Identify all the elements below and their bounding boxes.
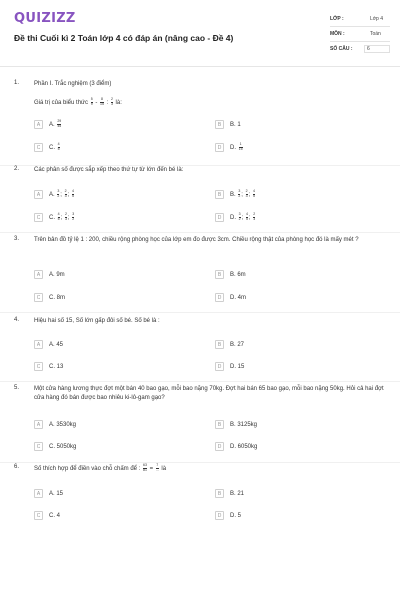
header <box>0 0 400 66</box>
option-label: B. 6m <box>230 271 246 278</box>
question-number: 4. <box>14 317 20 323</box>
fraction: $\frac{63}{81}$ <box>143 463 147 472</box>
option-letter-box: A <box>34 489 43 498</box>
info-value: Lớp 4 <box>370 16 384 22</box>
fraction: $\frac{4}{5}$ <box>71 189 74 198</box>
option-label: D. 15 <box>230 363 245 370</box>
answer-option-c[interactable] <box>34 511 60 520</box>
answer-option-d[interactable] <box>215 511 241 520</box>
option-label: A. 45 <box>49 341 64 348</box>
answer-option-a[interactable] <box>34 489 63 498</box>
question-text: Trên bản đồ tỷ lệ 1 : 200, chiều rộng phòng học của lớp em đo được 3cm. Chiều rộng thật của phòng học đó là mấy mét ? <box>34 237 359 243</box>
question-divider <box>0 312 400 313</box>
fraction: $\frac{2}{3}$ <box>64 189 67 198</box>
answer-option-b[interactable] <box>215 190 256 199</box>
option-letter-box: C <box>34 213 43 222</box>
option-letter-box: D <box>215 213 224 222</box>
option-label: D. 4m <box>230 294 247 301</box>
option-letter-box: B <box>215 190 224 199</box>
fraction: $\frac{3}{2}$ <box>238 212 241 221</box>
option-label: C. $\frac{4}{5}$ <box>49 142 60 152</box>
option-label: B. 1 <box>230 121 241 128</box>
fraction: $\frac{4}{5}$ <box>245 212 248 221</box>
option-letter-box: B <box>215 270 224 279</box>
fraction: $\frac{3}{2}$ <box>238 189 241 198</box>
fraction: $\frac{3}{2}$ <box>72 212 75 221</box>
answer-option-c[interactable] <box>34 362 63 371</box>
option-label: B. 3125kg <box>230 421 258 428</box>
option-label: A. 9m <box>49 271 65 278</box>
info-value: Toán <box>370 31 381 37</box>
option-letter-box: B <box>215 489 224 498</box>
option-label: B. $\frac{3}{2}$ ; $\frac{2}{3}$ ; $\frac{4}{5}$ <box>230 189 255 199</box>
option-letter-box: A <box>34 420 43 429</box>
info-value: 6 <box>364 45 390 53</box>
question-divider <box>0 232 400 233</box>
option-letter-box: B <box>215 340 224 349</box>
answer-option-d[interactable] <box>215 143 244 152</box>
fraction: $\frac{5}{9}$ <box>90 97 93 106</box>
info-row-subject <box>330 27 390 42</box>
answer-option-b[interactable] <box>215 120 241 129</box>
question-number: 3. <box>14 236 20 242</box>
answer-option-c[interactable] <box>34 213 75 222</box>
fraction: $\frac{8}{15}$ <box>100 97 104 106</box>
answer-option-b[interactable] <box>215 340 244 349</box>
option-letter-box: A <box>34 190 43 199</box>
option-label: A. $\frac{29}{45}$ <box>49 119 62 129</box>
answer-option-a[interactable] <box>34 120 62 129</box>
question-text: Số thích hợp để điền vào chỗ chấm để : $\frac{63}{81}$ = $\frac{7}{...}$ là <box>34 463 167 472</box>
page-title: Đề thi Cuối kì 2 Toán lớp 4 có đáp án (nâng cao - Đề 4) <box>14 33 234 43</box>
answer-option-c[interactable] <box>34 442 76 451</box>
answer-option-b[interactable] <box>215 270 246 279</box>
option-label: D. 6050kg <box>230 443 258 450</box>
option-letter-box: B <box>215 420 224 429</box>
info-key: MÔN : <box>330 31 345 37</box>
option-label: C. 5050kg <box>49 443 77 450</box>
info-row-class <box>330 12 390 27</box>
info-panel <box>330 12 390 56</box>
option-letter-box: D <box>215 293 224 302</box>
header-divider <box>0 66 400 67</box>
answer-option-c[interactable] <box>34 293 65 302</box>
question-number: 2. <box>14 166 20 172</box>
option-label: C. 4 <box>49 512 61 519</box>
answer-option-b[interactable] <box>215 489 244 498</box>
question-divider <box>0 462 400 463</box>
fraction: $\frac{2}{3}$ <box>110 97 113 106</box>
question-subtext: Giá trị của biểu thức $\frac{5}{9}$ - $\frac{8}{15}$ : $\frac{2}{3}$ là: <box>34 97 122 106</box>
answer-option-a[interactable] <box>34 340 63 349</box>
option-letter-box: C <box>34 293 43 302</box>
answer-option-d[interactable] <box>215 362 244 371</box>
option-letter-box: D <box>215 362 224 371</box>
option-letter-box: A <box>34 120 43 129</box>
question-divider <box>0 381 400 382</box>
option-label: D. $\frac{1}{15}$ <box>230 142 243 152</box>
option-label: A. 3530kg <box>49 421 77 428</box>
option-label: D. 5 <box>230 512 242 519</box>
option-letter-box: D <box>215 143 224 152</box>
option-label: A. 15 <box>49 490 64 497</box>
option-letter-box: C <box>34 362 43 371</box>
option-letter-box: B <box>215 120 224 129</box>
info-key: LỚP : <box>330 16 344 22</box>
option-letter-box: D <box>215 442 224 451</box>
answer-option-a[interactable] <box>34 420 76 429</box>
question-text: Các phân số được sắp xếp theo thứ tự từ lớn đến bé là: <box>34 167 184 173</box>
quizizz-logo: QUIZIZZ <box>14 11 76 26</box>
option-label: C. $\frac{4}{5}$ ; $\frac{2}{3}$ ; $\frac{3}{2}$ <box>49 212 75 222</box>
option-label: C. 8m <box>49 294 66 301</box>
question-number: 6. <box>14 464 20 470</box>
option-label: D. $\frac{3}{2}$ ; $\frac{4}{5}$ ; $\frac{2}{3}$ <box>230 212 256 222</box>
option-label: B. 21 <box>230 490 245 497</box>
answer-option-b[interactable] <box>215 420 257 429</box>
fraction: $\frac{4}{5}$ <box>57 212 60 221</box>
option-letter-box: C <box>34 442 43 451</box>
option-letter-box: C <box>34 511 43 520</box>
answer-option-a[interactable] <box>34 270 65 279</box>
question-text: Phần I. Trắc nghiệm (3 điểm) <box>34 81 112 87</box>
fraction: $\frac{2}{3}$ <box>253 212 256 221</box>
fraction: $\frac{29}{45}$ <box>57 119 62 128</box>
answer-option-d[interactable] <box>215 442 257 451</box>
answer-option-d[interactable] <box>215 293 246 302</box>
question-text: Hiệu hai số 15, Số lớn gấp đôi số bé. Số bé là : <box>34 318 160 324</box>
fraction: $\frac{4}{5}$ <box>252 189 255 198</box>
fraction: $\frac{4}{5}$ <box>57 142 60 151</box>
answer-option-a[interactable] <box>34 190 75 199</box>
fraction: $\frac{7}{...}$ <box>155 463 159 472</box>
info-row-count <box>330 42 390 56</box>
fraction: $\frac{3}{2}$ <box>57 189 60 198</box>
option-label: B. 27 <box>230 341 245 348</box>
option-label: A. $\frac{3}{2}$ ; $\frac{2}{3}$ ; $\frac{4}{5}$ <box>49 189 74 199</box>
fraction: $\frac{2}{3}$ <box>64 212 67 221</box>
option-letter-box: D <box>215 511 224 520</box>
option-letter-box: A <box>34 340 43 349</box>
option-letter-box: A <box>34 270 43 279</box>
answer-option-d[interactable] <box>215 213 256 222</box>
fraction: $\frac{1}{15}$ <box>238 142 243 151</box>
fraction: $\frac{2}{3}$ <box>245 189 248 198</box>
info-key: SỐ CÂU : <box>330 46 353 52</box>
question-text: Một cửa hàng lương thực đợt một bán 40 bao gạo, mỗi bao nặng 70kg. Đợt hai bán 65 bao gạo, mỗi bao nặng 50kg. Hỏi cả hai đợt cửa hàng đó bán được bao nhiêu ki-lô-gam gạo? <box>34 386 384 401</box>
question-number: 1. <box>14 80 20 86</box>
option-label: C. 13 <box>49 363 64 370</box>
answer-option-c[interactable] <box>34 143 61 152</box>
question-number: 5. <box>14 385 20 391</box>
option-letter-box: C <box>34 143 43 152</box>
